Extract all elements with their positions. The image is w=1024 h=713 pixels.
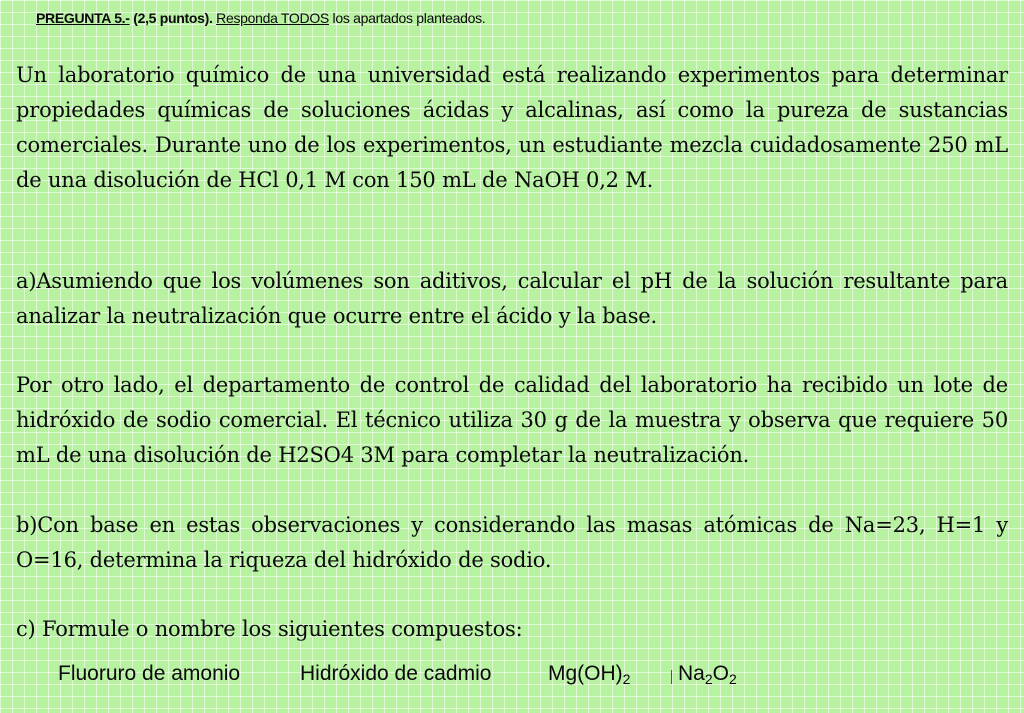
instruction-tail: los apartados planteados.: [328, 10, 486, 26]
question-points: (2,5 puntos).: [133, 10, 213, 26]
compound-fluoruro-de-amonio: Fluoruro de amonio: [58, 662, 241, 685]
intro-paragraph: Un laboratorio químico de una universidad está realizando experimentos para determinar propiedades químicas de soluciones ácidas y alcalinas, así como la pureza de sustancias comerciales. Durante uno de los experimentos, un estudiante mezcla cuidadosamente 250 mL de una disolución de HCl 0,1 M con 150 mL de NaOH 0,2 M.: [16, 63, 1008, 192]
part-a-paragraph: a)Asumiendo que los volúmenes son aditivos, calcular el pH de la solución resultante para analizar la neutralización que ocurre entre el ácido y la base.: [16, 269, 1008, 328]
context-b-paragraph: Por otro lado, el departamento de control de calidad del laboratorio ha recibido un lote de hidróxido de sodio comercial. El técnico utiliza 30 g de la muestra y observa que requiere 50 mL de una disolución de H2SO4 3M para completar la neutralización.: [16, 373, 1008, 467]
compound-mg-oh-base: Mg(OH): [548, 662, 623, 685]
compound-na2o2-na: Na: [678, 662, 705, 685]
scan-mark: [671, 670, 672, 684]
instruction-lead: Responda: [216, 10, 281, 26]
compound-na2o2-sub1: 2: [704, 671, 713, 687]
instruction-emphasis: TODOS: [280, 10, 329, 26]
compound-na2o2-o: O: [712, 662, 729, 685]
compound-list: [0, 656, 1024, 696]
compound-na2o2-sub2: 2: [729, 671, 737, 687]
compound-na2o2: [678, 662, 737, 687]
compound-hidroxido-de-cadmio: Hidróxido de cadmio: [300, 662, 492, 685]
compound-mg-oh-subscript: 2: [622, 671, 631, 687]
question-title: PREGUNTA 5.-: [36, 10, 130, 26]
compound-mg-oh-2: [548, 662, 630, 687]
part-b-paragraph: b)Con base en estas observaciones y considerando las masas atómicas de Na=23, H=1 y O=16, determina la riqueza del hidróxido de sodio.: [16, 513, 1008, 572]
part-c-paragraph: c) Formule o nombre los siguientes compuestos:: [16, 617, 523, 641]
question-header: [36, 10, 485, 26]
